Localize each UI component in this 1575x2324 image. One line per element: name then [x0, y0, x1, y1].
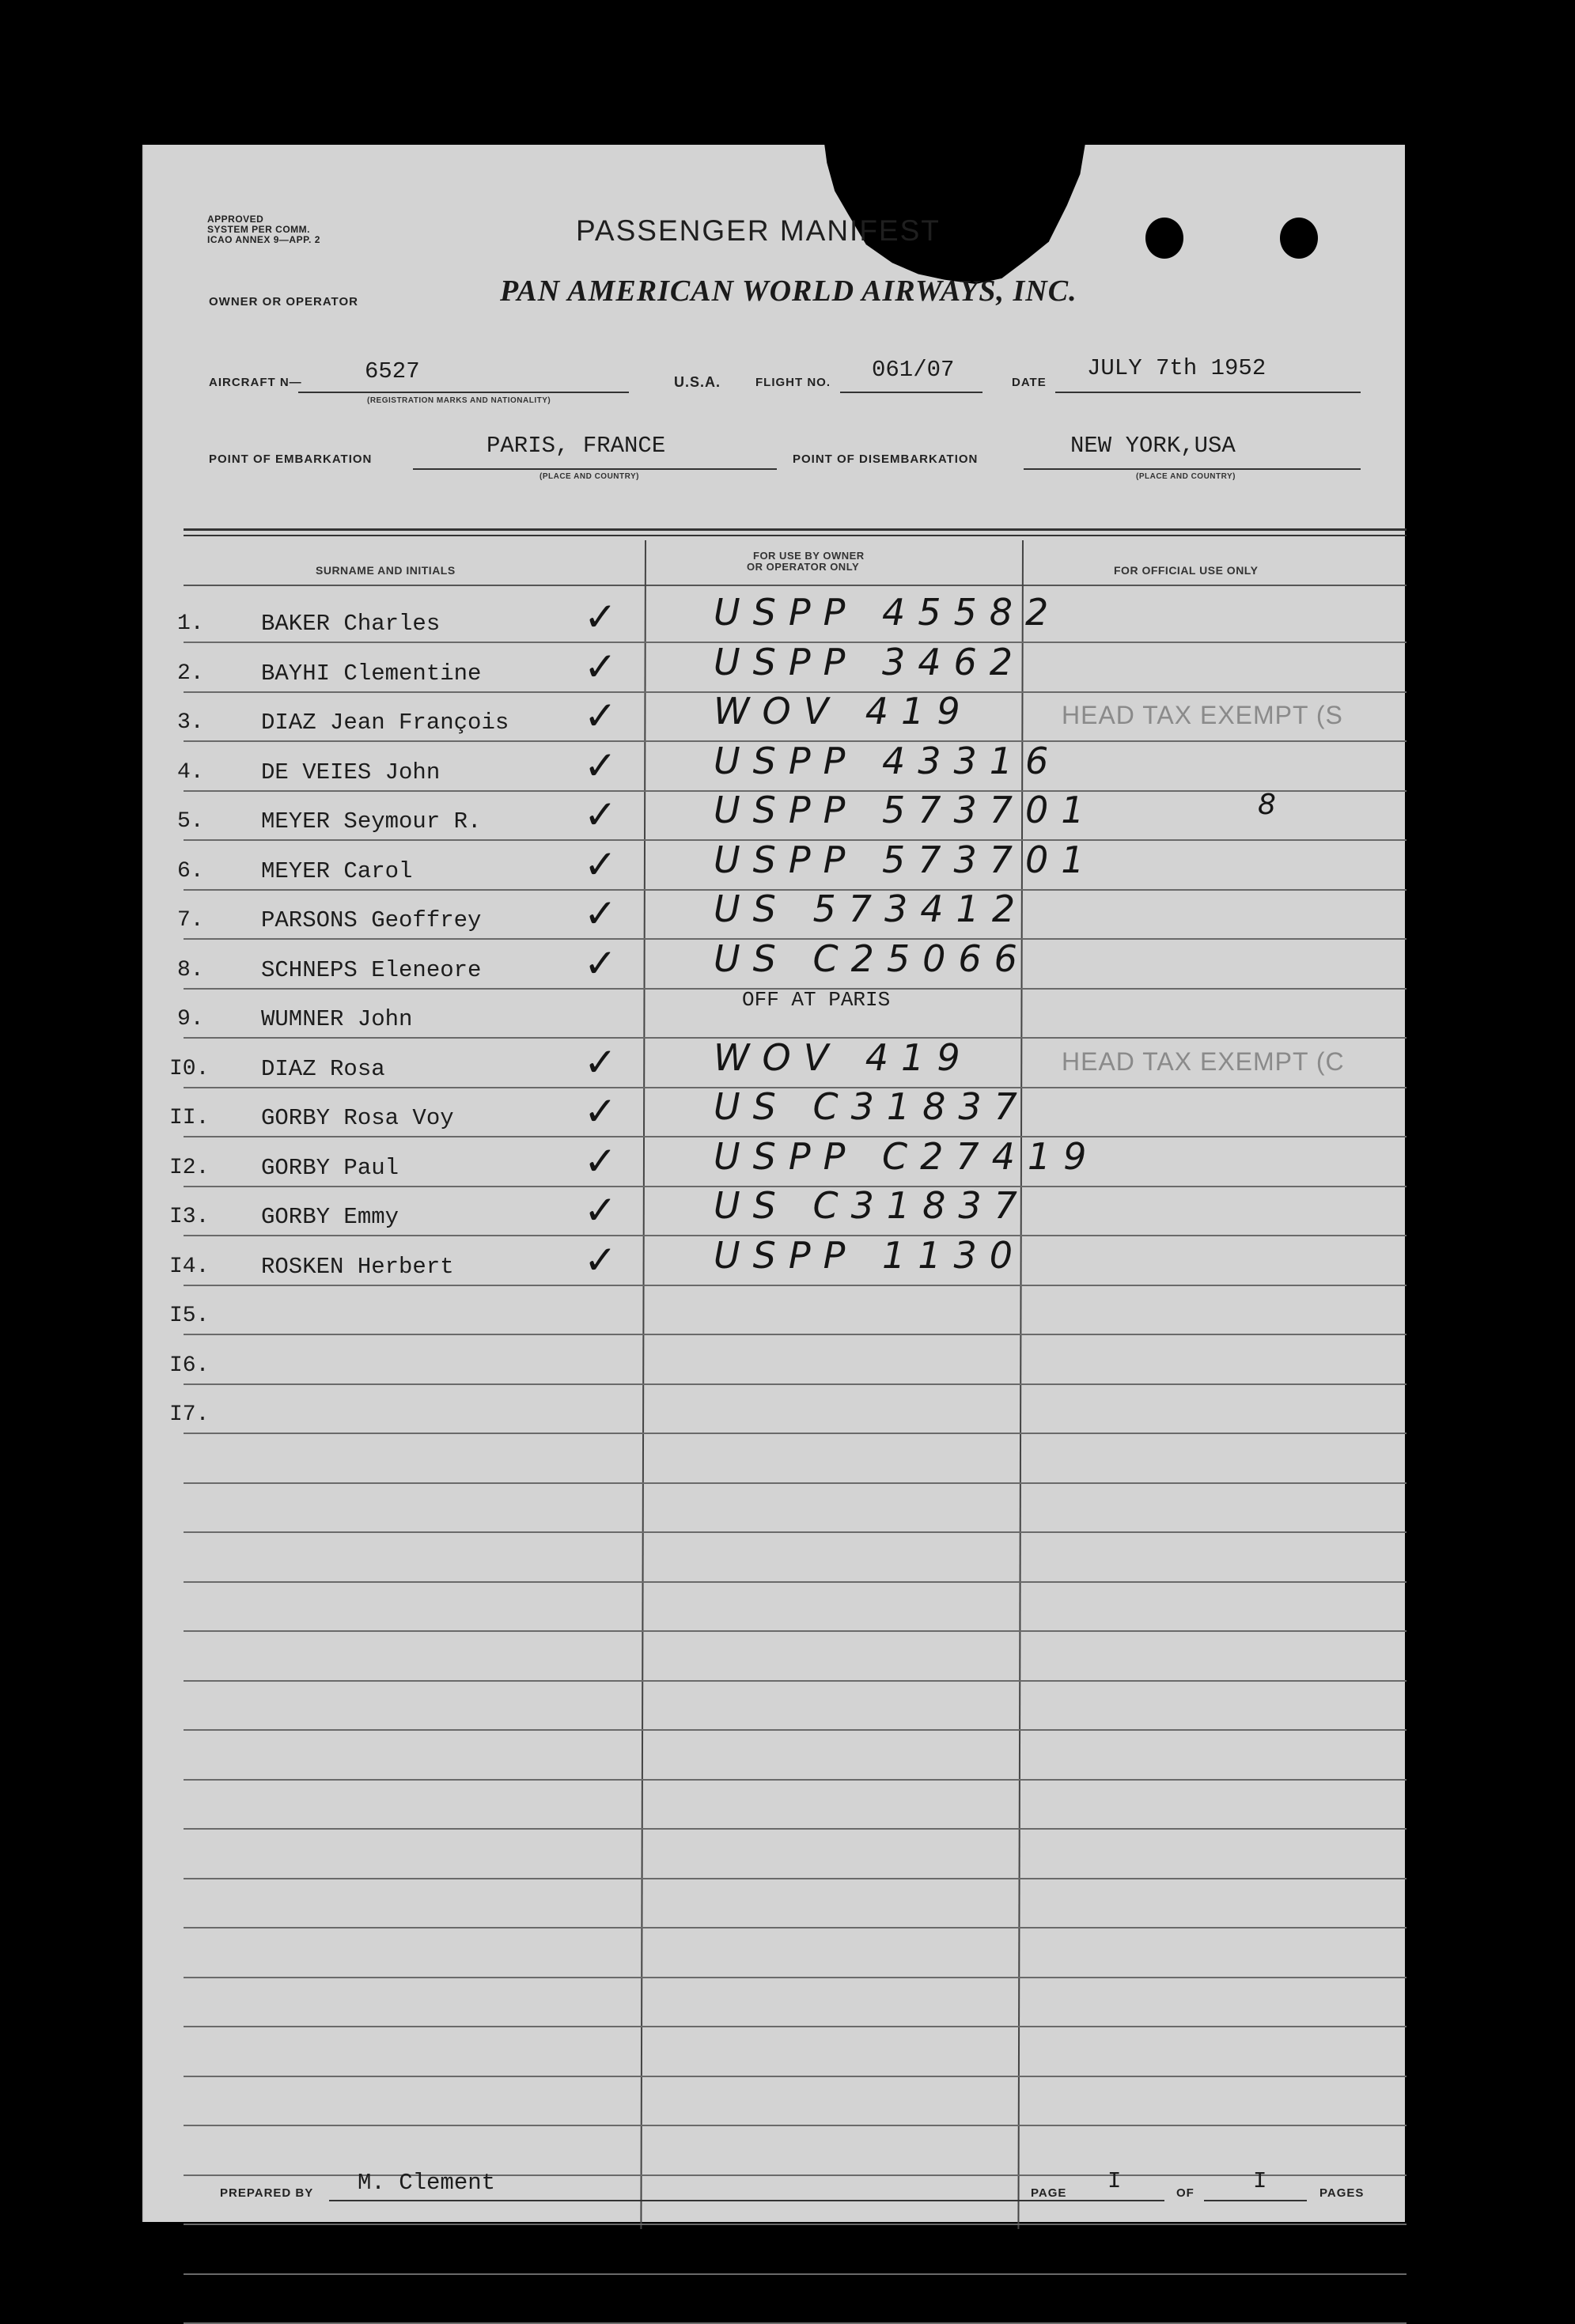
- disembark-underline: [1024, 468, 1361, 470]
- row-rule: [184, 1581, 1407, 1583]
- page-underline: [1070, 2200, 1164, 2201]
- pages-label: PAGES: [1319, 2186, 1365, 2200]
- punch-hole: [1145, 218, 1183, 259]
- row-number: I7.: [169, 1402, 210, 1427]
- col-header-official: FOR OFFICIAL USE ONLY: [1114, 564, 1259, 577]
- embark-underline: [413, 468, 777, 470]
- check-mark: ✓: [584, 1187, 617, 1233]
- passenger-name: GORBY Rosa Voy: [261, 1105, 454, 1131]
- check-mark: ✓: [584, 891, 617, 937]
- row-number: I3.: [169, 1205, 210, 1229]
- aircraft-underline: [298, 392, 629, 393]
- check-mark: ✓: [584, 842, 617, 888]
- passport-number: USPP C27419: [714, 1135, 1100, 1178]
- row-number: II.: [169, 1106, 210, 1130]
- official-mark: 8: [1258, 789, 1289, 821]
- approval-line-2: SYSTEM PER COMM.: [207, 224, 311, 235]
- row-rule: [184, 1334, 1407, 1335]
- header-bottom-rule: [184, 585, 1407, 586]
- row-number: I5.: [169, 1304, 210, 1328]
- col-header-surname: SURNAME AND INITIALS: [316, 564, 456, 577]
- passenger-name: GORBY Emmy: [261, 1204, 399, 1230]
- disembark-sub: (PLACE AND COUNTRY): [1136, 472, 1236, 481]
- passport-number: USPP 45582: [714, 591, 1062, 634]
- check-mark: ✓: [584, 644, 617, 690]
- page-label: PAGE: [1031, 2186, 1067, 2200]
- row-rule: [184, 1630, 1407, 1632]
- date-underline: [1055, 392, 1361, 393]
- row-number: 8.: [177, 958, 204, 982]
- passport-number: US C31837: [714, 1184, 1030, 1227]
- passport-number: WOV 419: [714, 690, 973, 732]
- row-rule: [184, 2026, 1407, 2027]
- passport-number: WOV 419: [714, 1036, 973, 1079]
- approval-line-3: ICAO ANNEX 9—APP. 2: [207, 234, 320, 245]
- passenger-name: PARSONS Geoffrey: [261, 907, 482, 933]
- approval-line-1: APPROVED: [207, 214, 264, 225]
- passport-remark: OFF AT PARIS: [742, 988, 891, 1012]
- passenger-name: BAYHI Clementine: [261, 660, 482, 687]
- aircraft-sub: (REGISTRATION MARKS AND NATIONALITY): [367, 396, 551, 405]
- row-number: I0.: [169, 1057, 210, 1081]
- row-rule: [184, 2224, 1407, 2225]
- row-number: I4.: [169, 1255, 210, 1279]
- flight-label: FLIGHT NO.: [755, 376, 831, 389]
- row-number: 3.: [177, 710, 204, 735]
- row-number: 6.: [177, 859, 204, 884]
- row-rule: [184, 1383, 1407, 1385]
- check-mark: ✓: [584, 594, 617, 640]
- flight-underline: [840, 392, 982, 393]
- form-title: PASSENGER MANIFEST: [576, 214, 941, 247]
- check-mark: ✓: [584, 743, 617, 789]
- punch-hole: [1280, 218, 1318, 259]
- official-stamp: HEAD TAX EXEMPT (S: [1062, 701, 1343, 729]
- prepared-underline: [329, 2200, 1104, 2201]
- check-mark: ✓: [584, 1138, 617, 1184]
- check-mark: ✓: [584, 1088, 617, 1134]
- row-number: 5.: [177, 809, 204, 834]
- embark-label: POINT OF EMBARKATION: [209, 452, 373, 466]
- passenger-name: MEYER Seymour R.: [261, 808, 482, 835]
- row-rule: [184, 2125, 1407, 2126]
- manifest-sheet: [142, 145, 1405, 2222]
- pages-underline: [1204, 2200, 1307, 2201]
- table-top-rule-2: [184, 535, 1407, 536]
- col-header-owner-2: OR OPERATOR ONLY: [747, 561, 860, 573]
- passenger-name: BAKER Charles: [261, 611, 441, 637]
- passport-number: USPP 573701: [714, 838, 1097, 881]
- row-rule: [184, 1531, 1407, 1533]
- passenger-name: SCHNEPS Eleneore: [261, 957, 482, 983]
- prepared-by-label: PREPARED BY: [220, 2186, 314, 2200]
- operator-name: PAN AMERICAN WORLD AIRWAYS, INC.: [500, 274, 1077, 308]
- row-rule: [184, 1680, 1407, 1682]
- row-rule: [184, 2273, 1407, 2275]
- passenger-name: MEYER Carol: [261, 858, 413, 884]
- row-number: I2.: [169, 1156, 210, 1180]
- aircraft-label: AIRCRAFT N—: [209, 376, 302, 389]
- embark-value: PARIS, FRANCE: [487, 433, 666, 459]
- check-mark: ✓: [584, 1039, 617, 1085]
- row-rule: [184, 1433, 1407, 1434]
- prepared-by-value: M. Clement: [358, 2170, 496, 2196]
- row-rule: [184, 1729, 1407, 1731]
- row-rule: [184, 1878, 1407, 1879]
- passport-number: US C25066: [714, 937, 1030, 980]
- row-rule: [184, 1927, 1407, 1928]
- passenger-name: WUMNER John: [261, 1006, 413, 1032]
- row-number: 7.: [177, 908, 204, 933]
- row-rule: [184, 1779, 1407, 1781]
- passport-number: US C31837: [714, 1085, 1030, 1128]
- torn-paper-area: [824, 143, 1085, 284]
- of-label: OF: [1176, 2186, 1195, 2200]
- passport-number: USPP 1130: [714, 1234, 1026, 1277]
- row-number: 4.: [177, 760, 204, 785]
- row-rule: [184, 1285, 1407, 1286]
- row-rule: [184, 2076, 1407, 2077]
- passport-number: USPP 43316: [714, 740, 1062, 782]
- check-mark: ✓: [584, 941, 617, 986]
- table-top-rule: [184, 528, 1407, 531]
- disembark-value: NEW YORK,USA: [1070, 433, 1236, 459]
- check-mark: ✓: [584, 792, 617, 838]
- col-header-owner-1: FOR USE BY OWNER: [753, 550, 865, 562]
- passenger-name: ROSKEN Herbert: [261, 1254, 454, 1280]
- page-value: I: [1107, 2168, 1122, 2194]
- check-mark: ✓: [584, 693, 617, 739]
- operator-label: OWNER OR OPERATOR: [209, 295, 358, 308]
- flight-number: 061/07: [872, 357, 955, 383]
- disembark-label: POINT OF DISEMBARKATION: [793, 452, 979, 466]
- row-number: I6.: [169, 1353, 210, 1378]
- row-rule: [184, 1828, 1407, 1830]
- passport-number: US 573412: [714, 888, 1028, 930]
- usa-label: U.S.A.: [674, 374, 721, 390]
- row-number: 1.: [177, 611, 204, 636]
- row-rule: [184, 1977, 1407, 1978]
- aircraft-number: 6527: [365, 358, 420, 384]
- row-number: 2.: [177, 661, 204, 686]
- row-rule: [184, 1482, 1407, 1484]
- date-label: DATE: [1012, 376, 1047, 389]
- passenger-name: DE VEIES John: [261, 759, 441, 785]
- row-number: 9.: [177, 1007, 204, 1031]
- embark-sub: (PLACE AND COUNTRY): [540, 472, 639, 481]
- passenger-name: DIAZ Jean François: [261, 710, 509, 736]
- pages-value: I: [1253, 2168, 1267, 2194]
- passenger-name: GORBY Paul: [261, 1155, 399, 1181]
- passport-number: USPP 3462: [714, 641, 1026, 683]
- check-mark: ✓: [584, 1237, 617, 1283]
- passenger-name: DIAZ Rosa: [261, 1056, 385, 1082]
- date-value: JULY 7th 1952: [1087, 355, 1266, 381]
- official-stamp: HEAD TAX EXEMPT (C: [1062, 1047, 1345, 1076]
- passport-number: USPP 573701: [714, 789, 1097, 831]
